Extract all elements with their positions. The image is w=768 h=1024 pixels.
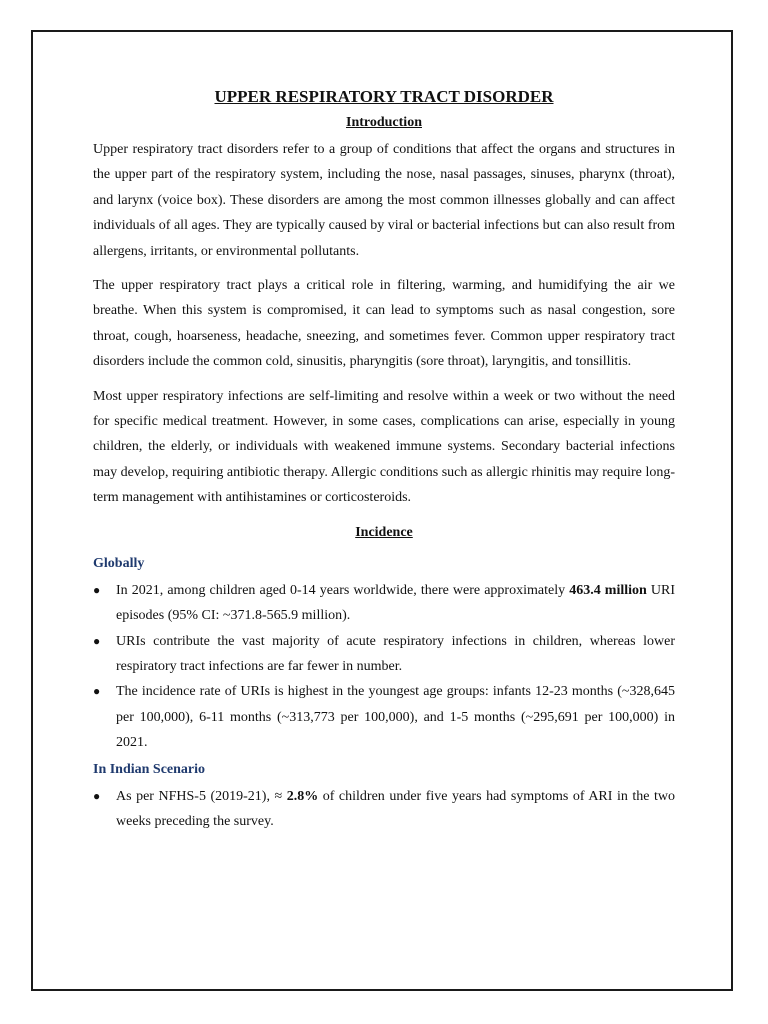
bullet-text: URI episodes (95% CI: ~371.8-565.9 million). xyxy=(116,582,675,624)
bullet-icon: ● xyxy=(93,684,101,699)
bullet-text: of children under five years had symptoms of ARI in the two weeks preceding the survey. xyxy=(116,788,676,829)
incidence-heading: Incidence xyxy=(355,524,413,540)
bullet-icon: ● xyxy=(93,582,101,597)
list-item xyxy=(93,578,675,629)
bullet-icon: ● xyxy=(93,633,101,648)
intro-paragraph-1: Upper respiratory tract disorders refer to a group of conditions that affect the organs and structures in the upper part of the respiratory system, including the nose, nasal passages, sinuses, pharynx (throat), and larynx (voice box). These disorders are among the most common illnesses globally and can affect individuals of all ages. They are typically caused by viral or bacterial infections but can also result from allergens, irritants, or environmental pollutants. xyxy=(93,142,675,259)
bullet-emphasis: 2.8% xyxy=(286,788,319,804)
bullet-text: The incidence rate of URIs is highest in the youngest age groups: infants 12-23 months (~328,645 per 100,000), 6-11 months (~313,773 per 100,000), and 1-5 months (~295,691 per 100,000) in 2021. xyxy=(116,684,675,751)
document-title: UPPER RESPIRATORY TRACT DISORDER xyxy=(214,87,554,106)
bullet-text: As per NFHS-5 (2019-21), ≈ xyxy=(116,788,287,804)
list-item xyxy=(93,784,675,835)
intro-paragraph-2: The upper respiratory tract plays a critical role in filtering, warming, and humidifying the air we breathe. When this system is compromised, it can lead to symptoms such as nasal congestion, sore throat, cough, hoarseness, headache, sneezing, and sometimes fever. Common upper respiratory tract disorders include the common cold, sinusitis, pharyngitis (sore throat), laryngitis, and tonsillitis. xyxy=(93,278,675,370)
bullet-emphasis: 463.4 million xyxy=(569,582,647,598)
globally-heading: Globally xyxy=(93,555,145,571)
list-item xyxy=(93,629,675,680)
list-item xyxy=(93,679,675,755)
bullet-text: URIs contribute the vast majority of acute respiratory infections in children, whereas lower respiratory tract infections are far fewer in number. xyxy=(116,633,675,674)
intro-paragraph-3: Most upper respiratory infections are self-limiting and resolve within a week or two without the need for specific medical treatment. However, in some cases, complications can arise, especially in young children, the elderly, or individuals with weakened immune systems. Secondary bacterial infections may develop, requiring antibiotic therapy. Allergic conditions such as allergic rhinitis may require long-term management with antihistamines or corticosteroids. xyxy=(93,388,675,506)
document-body xyxy=(93,86,675,838)
india-heading: In Indian Scenario xyxy=(93,761,206,777)
globally-bullet-list xyxy=(93,578,675,756)
bullet-text: In 2021, among children aged 0-14 years worldwide, there were approximately xyxy=(116,582,570,598)
bullet-icon: ● xyxy=(93,788,101,803)
india-bullet-list xyxy=(93,784,675,835)
introduction-heading: Introduction xyxy=(346,115,422,130)
